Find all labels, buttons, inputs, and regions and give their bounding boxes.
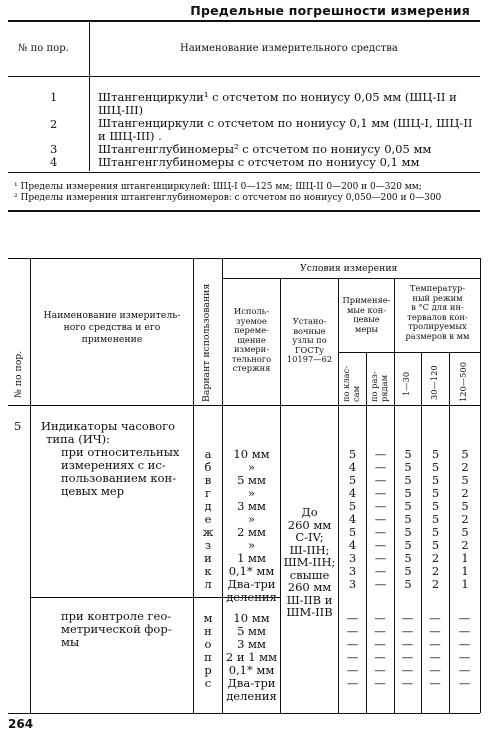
table1-row-no: 2	[50, 117, 58, 131]
table2-header-bottom-rule	[8, 405, 480, 406]
table2-col-measures-header: Применяе- мые кон- цевые меры	[342, 295, 391, 334]
table2-conditions-header: Условия измерения	[300, 263, 398, 274]
table1-row-name: Штангенглубиномеры² с отсчетом по нониусу 0,05 мм	[98, 142, 432, 156]
table1-row-no: 4	[50, 155, 58, 169]
table2-temp1-col: 5 5 5 5 5 5 5 5 5 5 5	[404, 447, 412, 591]
table1-bottom-rule	[8, 172, 480, 173]
table2-ranks-col: — — — — — — — — — — —	[374, 447, 387, 591]
dash-row: — — — — —	[346, 624, 471, 638]
table2-col-no-header: № по пор.	[13, 350, 24, 398]
table2-sub-rule	[338, 352, 480, 353]
table2-col-divider	[480, 258, 481, 713]
table1-footnote: ² Пределы измерения штангенглубиномеров: с отсчетом по нониусу 0,050—200 и 0—300	[14, 193, 442, 203]
table2-col-name-header: Наименование измеритель- ного средства и его применение	[43, 310, 181, 345]
table1-col-name-header: Наименование измерительного средства	[180, 43, 398, 54]
table2-conditions-rule	[222, 278, 480, 279]
table2-col-temp-header: Температур- ный режим в °С для ин- тервалов кон- тролируемых размеров в мм	[405, 283, 470, 341]
table1-row-name-cont: и ШЦ-III) .	[98, 129, 162, 143]
table2-col-nodes-header: Устано- вочные узлы по ГОСТу 10197—62	[286, 316, 333, 364]
table2-rods-group-2: 10 мм 5 мм 3 мм 2 и 1 мм 0,1* мм Два-три деления	[225, 611, 278, 703]
table2-col-divider	[30, 258, 31, 713]
table2-row-name-2: при контроле гео- метрической фор- мы	[61, 609, 172, 649]
table2-sub-class-header: по клас- сам	[341, 365, 361, 402]
table2-row-name: Индикаторы часового типа (ИЧ): при относительных измерениях с ис- пользованием кон- цевых мер	[41, 419, 180, 498]
table1-end-rule	[8, 210, 480, 212]
page-number: 264	[8, 717, 34, 731]
table2-sub-rank-header: по раз- рядам	[369, 371, 389, 402]
table1-col-divider	[89, 21, 90, 171]
page-header-title: Предельные погрешности измерения	[190, 3, 470, 18]
table2-temp-range-2: 30—120	[429, 365, 439, 400]
table2-variants-group-1: а б в г д е ж з и к л	[202, 447, 214, 591]
table1-row-name: Штангенциркули с отсчетом по нониусу 0,1 мм (ШЦ-I, ШЦ-II	[98, 116, 473, 130]
table2-row-no: 5	[14, 419, 22, 433]
table2-dashes-group-2	[339, 612, 480, 690]
dash-row: — — — — —	[346, 637, 471, 651]
table2-classes-col: 5 4 5 4 5 4 5 4 3 3 3	[348, 447, 357, 591]
dash-row: — — — — —	[346, 676, 471, 690]
table2-nodes-cell: До 260 мм С-IV; Ш-IIН; ШМ-IIН; свыше 260 мм Ш-IIВ и ШМ-IIВ	[283, 505, 336, 619]
dash-row: — — — — —	[346, 650, 471, 664]
table2-temp2-col: 5 5 5 5 5 5 5 5 2 2 2	[431, 447, 440, 591]
header-rule	[8, 20, 480, 22]
table2-top-rule	[8, 258, 480, 259]
table1-footnote: ¹ Пределы измерения штангенциркулей: ШЦ-I 0—125 мм; ШЦ-II 0—200 и 0—320 мм;	[14, 182, 422, 192]
table2-variants-group-2: м н о п р с	[203, 611, 213, 690]
table2-temp-range-1: 1—30	[401, 371, 411, 396]
table2-col-variant-header: Вариант использования	[201, 283, 212, 402]
table1-row-no: 3	[50, 142, 58, 156]
table2-col-rod-header: Исполь- зуемое переме- щение измери- тельного стержня	[231, 306, 272, 373]
table1-row-name: Штангенглубиномеры с отсчетом по нониусу 0,1 мм	[98, 155, 420, 169]
table1-row-name: Штангенциркули¹ с отсчетом по нониусу 0,05 мм (ШЦ-II и	[98, 90, 457, 104]
table1-header-rule	[8, 76, 480, 77]
table1-row-name-cont: ШЦ-III)	[98, 103, 144, 117]
table2-bottom-rule	[8, 713, 480, 714]
table2-rods-group-1: 10 мм » 5 мм » 3 мм » 2 мм » 1 мм 0,1* мм Два-три деления	[226, 447, 277, 604]
table2-temp3-col: 5 2 5 2 5 2 5 2 1 1 1	[461, 447, 469, 591]
dash-row: — — — — —	[346, 611, 471, 625]
table1-row-no: 1	[50, 90, 58, 104]
table2-temp-range-3: 120—500	[458, 362, 468, 402]
table1-col-no-header: № по пор.	[18, 43, 69, 54]
dash-row: — — — — —	[346, 663, 471, 677]
